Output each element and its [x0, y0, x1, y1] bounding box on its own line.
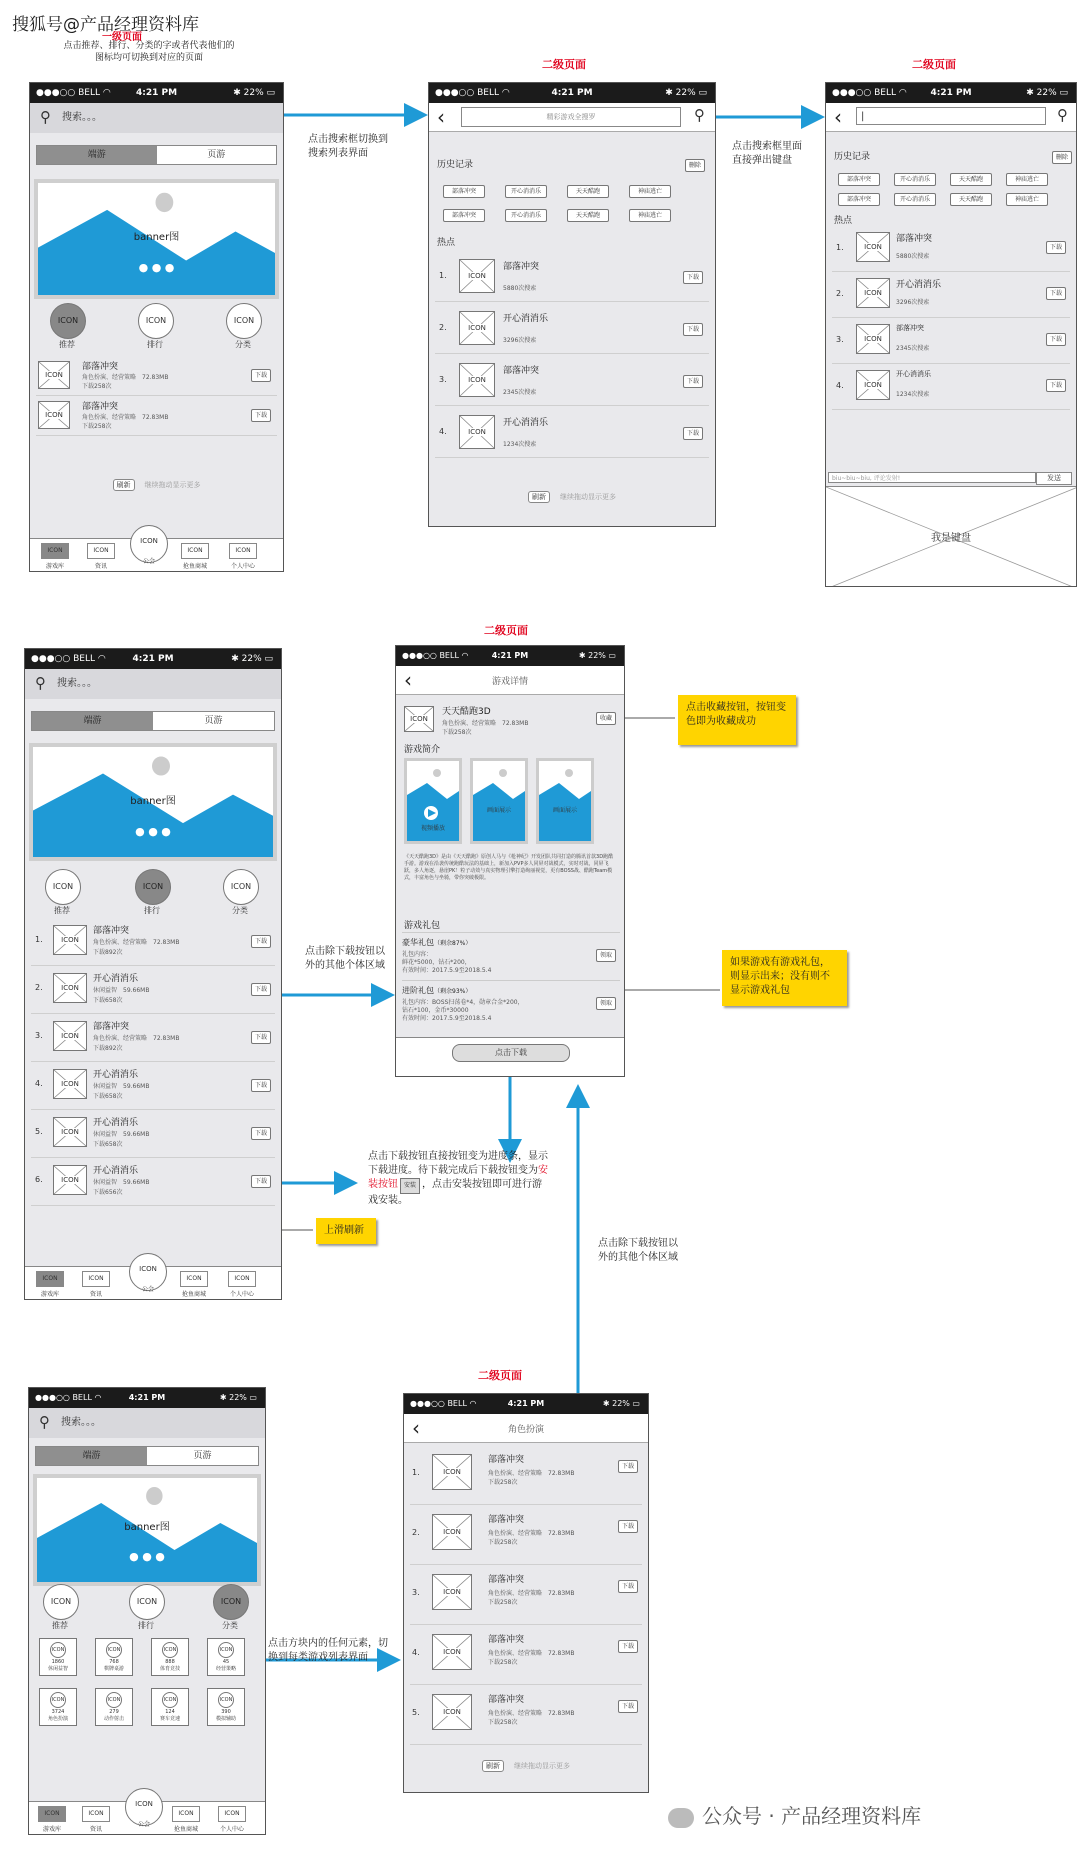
- history-chip[interactable]: 部落冲突: [443, 209, 485, 222]
- history-chip[interactable]: 部落冲突: [838, 193, 880, 206]
- note-download-progress-1: 点击下载按钮直接按钮变为进度条，显示下载进度。待下载完成后下载按钮变为: [368, 1151, 548, 1176]
- download-button[interactable]: 下载: [251, 369, 271, 382]
- category-tile[interactable]: ICON 45 经营策略: [207, 1638, 245, 1676]
- collect-button[interactable]: 收藏: [596, 712, 616, 725]
- history-chip[interactable]: 部落冲突: [838, 173, 880, 186]
- recommend-label[interactable]: 推荐: [52, 1621, 68, 1630]
- game-image-icon: ICON: [432, 1694, 472, 1730]
- game-image-icon: ICON: [432, 1634, 472, 1670]
- game-image-icon: ICON: [53, 1021, 87, 1051]
- nav-me[interactable]: ICON 个人中心: [226, 543, 260, 570]
- rank-row[interactable]: 2. ICON 开心消消乐 休闲益智 59.66MB 下载658次 下载: [31, 967, 275, 1014]
- game-image-icon: ICON: [38, 401, 70, 429]
- history-chip[interactable]: 开心消消乐: [505, 209, 547, 222]
- category-label[interactable]: 分类: [232, 906, 248, 915]
- role-row[interactable]: 3. ICON 部落冲突 角色扮演、经营策略 72.83MB 下载258次 下载: [410, 1566, 642, 1625]
- screenshot-label: 画面展示: [552, 807, 577, 814]
- game-image-icon: ICON: [53, 973, 87, 1003]
- status-bar: ●●●○○ BELL ◠ 4:21 PM ✱ 22% ▭: [29, 1388, 265, 1408]
- screenshot-label: 视频播放: [420, 825, 445, 832]
- nav-mall[interactable]: ICON 抢鱼商城: [177, 1271, 211, 1298]
- game-image-icon: ICON: [459, 363, 495, 397]
- gift-item: 豪华礼包（剩余87%） 礼包内容： 鲜花*5000，钻石*200， 有效时间：2017.5.9至2018.5.4 领取: [402, 932, 620, 979]
- note-gift: 如果游戏有游戏礼包，则显示出来；没有则不显示游戏礼包: [722, 950, 847, 1006]
- phone-detail: [395, 645, 625, 1077]
- download-button[interactable]: 下载: [618, 1520, 638, 1533]
- back-icon[interactable]: ‹: [834, 105, 842, 129]
- back-icon[interactable]: ‹: [437, 105, 445, 129]
- label-level1: 一级页面: [102, 32, 142, 43]
- claim-button[interactable]: 领取: [596, 997, 616, 1010]
- history-chip[interactable]: 开心消消乐: [505, 185, 547, 198]
- download-button[interactable]: 下载: [1046, 379, 1066, 392]
- search-bar[interactable]: [30, 103, 283, 133]
- role-row[interactable]: 5. ICON 部落冲突 角色扮演、经营策略 72.83MB 下载258次 下载: [410, 1686, 642, 1745]
- game-image-icon: ICON: [856, 370, 890, 400]
- watermark-bottom-text: 公众号 · 产品经理资料库: [702, 1804, 922, 1828]
- tab-switch: [35, 1446, 259, 1466]
- banner[interactable]: banner图 ● ● ●: [29, 743, 277, 861]
- category-icon[interactable]: ICON: [213, 1584, 249, 1620]
- category-icon[interactable]: ICON: [226, 303, 262, 339]
- category-tile[interactable]: ICON 279 动作射击: [95, 1688, 133, 1726]
- tab-switch: [31, 711, 275, 731]
- game-title: 部落冲突: [82, 362, 119, 372]
- hot-row[interactable]: 2. ICON 开心消消乐 3296次搜索 下载: [435, 305, 709, 354]
- hot-row[interactable]: 3. ICON 部落冲突 2345次搜索 下载: [435, 357, 709, 406]
- rank-row[interactable]: 1. ICON 部落冲突 角色扮演、经营策略 72.83MB 下载892次 下载: [31, 919, 275, 966]
- download-button[interactable]: 下载: [251, 935, 271, 948]
- rank-label[interactable]: 排行: [147, 340, 163, 349]
- game-count: 下载258次: [442, 729, 472, 736]
- search-bar[interactable]: ⚲ 搜索。。。: [29, 1408, 265, 1438]
- status-bar: ●●●○○ BELL ◠ 4:21 PM ✱ 22% ▭: [826, 83, 1076, 103]
- phone-role-list: [403, 1393, 649, 1793]
- game-image-icon: ICON: [53, 1069, 87, 1099]
- rank-icon[interactable]: ICON: [135, 869, 171, 905]
- note-collect: 点击收藏按钮，按钮变色即为收藏成功: [678, 695, 796, 745]
- hot-title: 热点: [437, 238, 456, 248]
- game-count: 下载258次: [82, 423, 112, 430]
- search-icon: ⚲: [35, 674, 46, 692]
- note-category-switch: 点击方块内的任何元素，切换到每类游戏列表界面: [268, 1638, 388, 1663]
- history-chip[interactable]: 神庙逃亡: [629, 209, 671, 222]
- game-description: 《天天酷跑3D》是由《天天酷跑》原创人马与《枪神纪》开发团队共同打造的腾讯首款3D跑酷手游。游戏在沿袭传统跑酷玩法的基础上，新加入PVP多人同屏对战模式，实时对战，同屏飞跃，多人角逐，悬崖PK！粒子动效与真实物理引擎打造绚丽视觉，更有BOSS战、酷跑Team模式，丰富角色与坐骑，带你突破极限。: [404, 854, 614, 881]
- search-icon: ⚲: [39, 1413, 50, 1431]
- game-image-icon: ICON: [38, 361, 70, 389]
- game-image-icon: ICON: [53, 925, 87, 955]
- tab-mobile[interactable]: 端游: [32, 712, 153, 730]
- download-button[interactable]: 下载: [251, 1127, 271, 1140]
- game-title: 天天酷跑3D: [442, 707, 491, 717]
- search-header: [826, 103, 1076, 132]
- nav-news[interactable]: ICON 资讯: [79, 1271, 113, 1298]
- game-image-icon: ICON: [459, 415, 495, 449]
- keyboard-label: 我是键盘: [931, 533, 971, 544]
- nav-library[interactable]: ICON 游戏库: [38, 543, 72, 570]
- search-input[interactable]: |: [856, 107, 1046, 125]
- label-second-level-3: 二级页面: [484, 624, 528, 637]
- status-bar: ●●●○○ BELL ◠ 4:21 PM ✱ 22% ▭: [404, 1394, 648, 1414]
- rank-icon[interactable]: ICON: [138, 303, 174, 339]
- nav-guild[interactable]: ICON 公会: [130, 525, 168, 563]
- game-sub: 角色扮演、经营策略 72.83MB: [82, 414, 169, 421]
- nav-news[interactable]: ICON 资讯: [84, 543, 118, 570]
- tab-web[interactable]: 页游: [153, 712, 274, 730]
- label-second-level-4: 二级页面: [478, 1369, 522, 1382]
- history-chip[interactable]: 天天酷跑: [950, 193, 992, 206]
- recommend-icon[interactable]: ICON: [45, 869, 81, 905]
- banner-label: banner图: [133, 232, 180, 243]
- back-icon[interactable]: ‹: [412, 1416, 420, 1440]
- recommend-icon[interactable]: ICON: [43, 1584, 79, 1620]
- note-pull-refresh: 上滑刷新: [316, 1218, 376, 1244]
- rank-label[interactable]: 排行: [144, 906, 160, 915]
- category-label[interactable]: 分类: [222, 1621, 238, 1630]
- tab-switch: [36, 145, 277, 165]
- download-button[interactable]: 下载: [251, 1079, 271, 1092]
- hot-row[interactable]: 1. ICON 部落冲突 5880次搜索 下载: [832, 227, 1070, 272]
- nav-guild[interactable]: ICON 公会: [125, 1788, 163, 1826]
- rank-row[interactable]: 6. ICON 开心消消乐 休闲益智 59.66MB 下载656次 下载: [31, 1159, 275, 1206]
- phone-category: [28, 1387, 266, 1835]
- screenshot-image[interactable]: [470, 758, 528, 844]
- banner[interactable]: [34, 179, 279, 299]
- nav-library[interactable]: ICON 游戏库: [35, 1806, 69, 1833]
- tab-web[interactable]: 页游: [157, 146, 277, 164]
- phone-search: [428, 82, 716, 527]
- note-top-left: 点击推荐、排行、分类的字或者代表他们的图标均可切换到对应的页面: [63, 41, 235, 63]
- phone-rank: [24, 648, 282, 1300]
- rank-icon[interactable]: ICON: [129, 1584, 165, 1620]
- game-image-icon: ICON: [432, 1514, 472, 1550]
- game-image-icon: ICON: [53, 1165, 87, 1195]
- download-button[interactable]: 下载: [251, 1031, 271, 1044]
- comment-input[interactable]: biu~biu~biu, 评论发射!: [828, 472, 1036, 483]
- category-icon[interactable]: ICON: [223, 869, 259, 905]
- search-icon[interactable]: ⚲: [694, 106, 705, 124]
- game-sub: 角色扮演、经营策略 72.83MB: [442, 720, 529, 727]
- note-download-progress-2: ，点击安装按钮即可进行游戏安装。: [368, 1179, 543, 1206]
- history-chip[interactable]: 部落冲突: [443, 185, 485, 198]
- note-keyboard: 点击搜索框里面直接弹出键盘: [732, 141, 802, 166]
- send-button[interactable]: 发送: [1036, 472, 1072, 485]
- load-more: 刷新 继续拖动显示更多: [404, 1760, 648, 1772]
- history-chip[interactable]: 天天酷跑: [950, 173, 992, 186]
- recommend-label[interactable]: 推荐: [59, 340, 75, 349]
- role-row[interactable]: 1. ICON 部落冲突 角色扮演、经营策略 72.83MB 下载258次 下载: [410, 1446, 642, 1505]
- back-icon[interactable]: ‹: [404, 668, 412, 692]
- game-image-icon: ICON: [53, 1117, 87, 1147]
- screenshot-label: 画面展示: [486, 807, 511, 814]
- history-chip[interactable]: 神庙逃亡: [1006, 173, 1048, 186]
- history-chip[interactable]: 神庙逃亡: [1006, 193, 1048, 206]
- tab-mobile[interactable]: 端游: [37, 146, 157, 164]
- role-title: 角色扮演: [507, 1425, 544, 1435]
- load-more: [30, 479, 283, 491]
- nav-guild[interactable]: ICON 公会: [129, 1253, 167, 1291]
- clear-history-button[interactable]: 删除: [1052, 151, 1072, 164]
- battery: ✱ 22% ▭: [233, 88, 275, 98]
- game-image-icon: ICON: [404, 706, 434, 732]
- screenshot-video[interactable]: [404, 758, 462, 844]
- download-button[interactable]: 下载: [251, 409, 271, 422]
- game-image-icon: ICON: [856, 278, 890, 308]
- keyboard[interactable]: [826, 486, 1076, 586]
- detail-title: 游戏详情: [491, 677, 528, 687]
- search-input[interactable]: 精彩游戏全搜罗: [461, 107, 681, 127]
- note-click-except-2: 点击除下载按钮以外的其他个体区域: [598, 1238, 678, 1263]
- load-more-text: 继续拖动显示更多: [144, 481, 201, 489]
- history-chip[interactable]: 开心消消乐: [894, 193, 936, 206]
- nav-me[interactable]: ICON 个人中心: [225, 1271, 259, 1298]
- recommend-icon[interactable]: ICON: [50, 303, 86, 339]
- intro-title: 游戏简介: [404, 745, 441, 755]
- nav-library[interactable]: ICON 游戏库: [33, 1271, 67, 1298]
- watermark-top: 搜狐号@产品经理资料库: [12, 15, 199, 35]
- click-download-button[interactable]: 点击下载: [452, 1044, 570, 1062]
- banner[interactable]: banner图 ● ● ●: [33, 1474, 261, 1586]
- download-button[interactable]: 下载: [618, 1460, 638, 1473]
- search-icon: ⚲: [40, 108, 51, 126]
- rank-label[interactable]: 排行: [138, 1621, 154, 1630]
- gift-item: 进阶礼包（剩余93%） 礼包内容：BOSS扫荡卷*4，勋章合金*200， 钻石*100，金币*30000 有效时间：2017.5.9至2018.5.4 领取: [402, 980, 620, 1027]
- search-header: [429, 103, 715, 132]
- note-install-chip: 安装: [400, 1178, 420, 1194]
- status-bar: ●●●○○ BELL ◠ 4:21 PM ✱ 22% ▭: [396, 646, 624, 666]
- banner-dots: ● ● ●: [138, 261, 175, 274]
- carrier: ●●●○○ BELL ◠: [36, 88, 111, 98]
- recommend-label[interactable]: 推荐: [54, 906, 70, 915]
- download-button[interactable]: 下载: [683, 427, 703, 440]
- hot-row[interactable]: 1. ICON 部落冲突 5880次搜索 下载: [435, 253, 709, 302]
- game-image-icon: ICON: [856, 232, 890, 262]
- hot-row[interactable]: 3. ICON 部落冲突 2345次搜索 下载: [832, 319, 1070, 364]
- rank-row[interactable]: 5. ICON 开心消消乐 休闲益智 59.66MB 下载658次 下载: [31, 1111, 275, 1158]
- bottom-nav: [30, 538, 283, 571]
- download-button[interactable]: 下载: [683, 271, 703, 284]
- note-click-except: 点击除下载按钮以外的其他个体区域: [305, 946, 385, 971]
- status-bar: [30, 83, 283, 103]
- download-button[interactable]: 下载: [251, 983, 271, 996]
- download-button[interactable]: 下载: [683, 323, 703, 336]
- category-tile[interactable]: ICON 3724 角色扮演: [39, 1688, 77, 1726]
- rank-row[interactable]: 3. ICON 部落冲突 角色扮演、经营策略 72.83MB 下载892次 下载: [31, 1015, 275, 1062]
- status-bar: ●●●○○ BELL ◠ 4:21 PM ✱ 22% ▭: [429, 83, 715, 103]
- download-bar: [396, 1037, 624, 1076]
- phone-home: [29, 82, 284, 572]
- screenshot-image[interactable]: [536, 758, 594, 844]
- download-button[interactable]: 下载: [1046, 287, 1066, 300]
- history-chip[interactable]: 开心消消乐: [894, 173, 936, 186]
- download-button[interactable]: 下载: [618, 1640, 638, 1653]
- tab-web[interactable]: 页游: [147, 1447, 258, 1465]
- label-second-level-2: 二级页面: [912, 58, 956, 71]
- nav-mall[interactable]: ICON 抢鱼商城: [169, 1806, 203, 1833]
- role-row[interactable]: 2. ICON 部落冲突 角色扮演、经营策略 72.83MB 下载258次 下载: [410, 1506, 642, 1565]
- category-tile[interactable]: ICON 1860 休闲益智: [39, 1638, 77, 1676]
- game-title: 部落冲突: [82, 402, 119, 412]
- game-image-icon: ICON: [459, 311, 495, 345]
- category-tile[interactable]: ICON 390 模拟辅助: [207, 1688, 245, 1726]
- claim-button[interactable]: 领取: [596, 949, 616, 962]
- nav-mall[interactable]: ICON 抢鱼商城: [178, 543, 212, 570]
- game-sub: 角色扮演、经营策略 72.83MB: [82, 374, 169, 381]
- category-tile[interactable]: ICON 768 棋牌桌游: [95, 1638, 133, 1676]
- hot-row[interactable]: 2. ICON 开心消消乐 3296次搜索 下载: [832, 273, 1070, 318]
- game-image-icon: ICON: [432, 1454, 472, 1490]
- list-item[interactable]: [36, 397, 277, 436]
- bottom-nav: [29, 1801, 265, 1834]
- nav-news[interactable]: ICON 资讯: [79, 1806, 113, 1833]
- download-button[interactable]: 下载: [618, 1580, 638, 1593]
- hot-row[interactable]: 4. ICON 开心消消乐 1234次搜索 下载: [832, 365, 1070, 410]
- gift-name: 豪华礼包（剩余87%）: [402, 938, 472, 947]
- time: 4:21 PM: [135, 88, 178, 98]
- gift-title: 游戏礼包: [404, 921, 441, 931]
- tab-mobile[interactable]: 端游: [36, 1447, 147, 1465]
- note-install-red: 安装按钮: [368, 1165, 548, 1190]
- game-image-icon: ICON: [459, 259, 495, 293]
- rank-row[interactable]: 4. ICON 开心消消乐 休闲益智 59.66MB 下载658次 下载: [31, 1063, 275, 1110]
- history-title: 历史记录: [437, 160, 474, 170]
- history-title: 历史记录: [834, 152, 871, 162]
- history-chip[interactable]: 天天酷跑: [567, 209, 609, 222]
- category-tile[interactable]: ICON 888 体育竞技: [151, 1638, 189, 1676]
- note-download-progress: [368, 1150, 550, 1208]
- load-more: 刷新 继续拖动显示更多: [429, 491, 715, 503]
- bottom-nav: [25, 1266, 281, 1299]
- note-search-switch: 点击搜索框切换到搜索列表界面: [308, 134, 388, 159]
- search-bar[interactable]: ⚲ 搜索。。。: [25, 669, 281, 699]
- search-icon[interactable]: ⚲: [1057, 106, 1068, 124]
- phone-keyboard: [825, 82, 1077, 587]
- gift-name: 进阶礼包（剩余93%）: [402, 986, 472, 995]
- detail-header: [396, 666, 624, 695]
- refresh-button[interactable]: 刷新: [113, 479, 135, 491]
- history-chip[interactable]: 天天酷跑: [567, 185, 609, 198]
- game-image-icon: ICON: [856, 324, 890, 354]
- download-button[interactable]: 下载: [683, 375, 703, 388]
- role-header: [404, 1414, 648, 1443]
- game-image-icon: ICON: [432, 1574, 472, 1610]
- hot-title: 热点: [834, 216, 853, 226]
- download-button[interactable]: 下载: [1046, 241, 1066, 254]
- status-bar: ●●●○○ BELL ◠ 4:21 PM ✱ 22% ▭: [25, 649, 281, 669]
- list-item[interactable]: [36, 357, 277, 396]
- game-count: 下载258次: [82, 383, 112, 390]
- category-tile[interactable]: ICON 124 赛车竞速: [151, 1688, 189, 1726]
- download-button[interactable]: 下载: [251, 1175, 271, 1188]
- search-placeholder: 搜索。。。: [62, 112, 102, 123]
- category-label[interactable]: 分类: [235, 340, 251, 349]
- nav-me[interactable]: ICON 个人中心: [215, 1806, 249, 1833]
- download-button[interactable]: 下载: [1046, 333, 1066, 346]
- history-chip[interactable]: 神庙逃亡: [629, 185, 671, 198]
- role-row[interactable]: 4. ICON 部落冲突 角色扮演、经营策略 72.83MB 下载258次 下载: [410, 1626, 642, 1685]
- download-button[interactable]: 下载: [618, 1700, 638, 1713]
- label-second-level-1: 二级页面: [542, 58, 586, 71]
- clear-history-button[interactable]: 删除: [685, 159, 705, 172]
- hot-row[interactable]: 4. ICON 开心消消乐 1234次搜索 下载: [435, 409, 709, 458]
